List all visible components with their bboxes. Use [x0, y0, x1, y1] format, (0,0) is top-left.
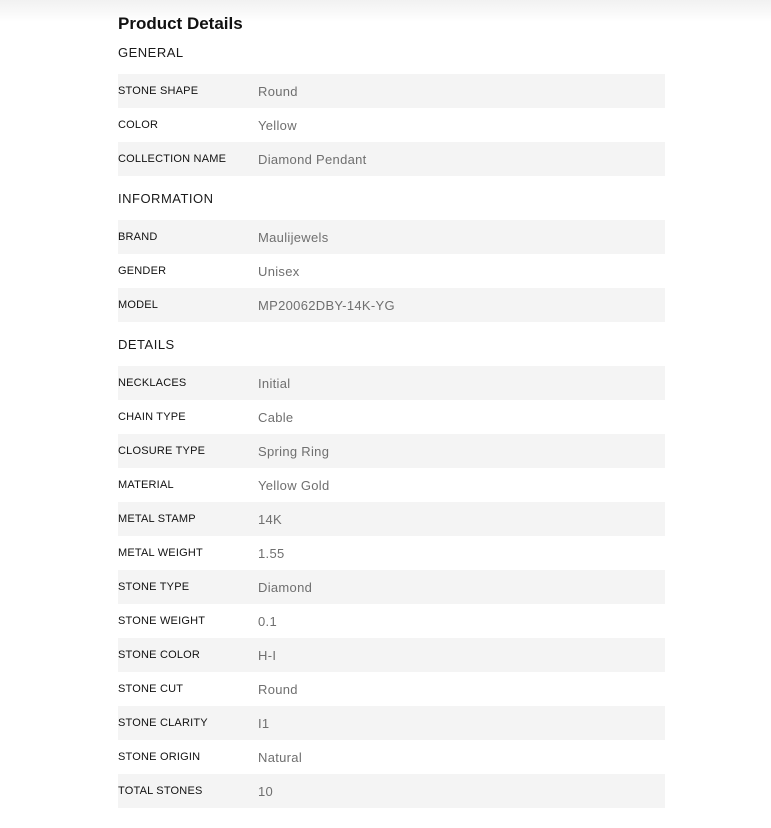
spec-label: STONE WEIGHT: [118, 615, 206, 627]
spec-value: Natural: [258, 749, 303, 765]
spec-label: STONE SHAPE: [118, 85, 199, 97]
table-row: [118, 108, 665, 142]
spec-label: BRAND: [118, 231, 158, 243]
section-title: DETAILS: [118, 337, 175, 352]
spec-label: STONE TYPE: [118, 581, 190, 593]
table-row: [118, 142, 665, 176]
spec-value: Yellow Gold: [258, 477, 330, 493]
table-row: [118, 254, 665, 288]
spec-label: STONE ORIGIN: [118, 751, 201, 763]
spec-label: STONE COLOR: [118, 649, 201, 661]
spec-value: Cable: [258, 409, 294, 425]
spec-value: Diamond Pendant: [258, 151, 367, 167]
spec-label: MATERIAL: [118, 479, 174, 491]
table-row: [118, 434, 665, 468]
spec-value: H-I: [258, 647, 277, 663]
spec-label: CHAIN TYPE: [118, 411, 186, 423]
spec-value: 1.55: [258, 545, 285, 561]
product-details-panel: [118, 0, 665, 826]
spec-value: 10: [258, 783, 274, 799]
table-row: [118, 288, 665, 322]
spec-label: CLOSURE TYPE: [118, 445, 206, 457]
table-row: [118, 536, 665, 570]
spec-label: TOTAL STONES: [118, 785, 203, 797]
spec-label: METAL WEIGHT: [118, 547, 203, 559]
spec-value: Round: [258, 83, 298, 99]
spec-label: STONE CUT: [118, 683, 184, 695]
table-row: [118, 468, 665, 502]
section-title: GENERAL: [118, 45, 184, 60]
page-title: Product Details: [118, 14, 243, 33]
table-row: [118, 400, 665, 434]
spec-value: 14K: [258, 511, 283, 527]
spec-value: 0.1: [258, 613, 277, 629]
spec-value: Spring Ring: [258, 443, 330, 459]
spec-value: Diamond: [258, 579, 313, 595]
spec-value: Maulijewels: [258, 229, 329, 245]
spec-label: STONE CLARITY: [118, 717, 208, 729]
table-row: [118, 604, 665, 638]
spec-label: MODEL: [118, 299, 159, 311]
spec-label: COLOR: [118, 119, 159, 131]
spec-value: Initial: [258, 375, 291, 391]
section-details: [118, 337, 665, 808]
spec-table: [118, 74, 665, 176]
section-information: [118, 191, 665, 322]
table-row: [118, 502, 665, 536]
section-general: [118, 45, 665, 176]
table-row: [118, 74, 665, 108]
spec-value: Round: [258, 681, 298, 697]
table-row: [118, 570, 665, 604]
table-row: [118, 220, 665, 254]
table-row: [118, 366, 665, 400]
spec-value: Yellow: [258, 117, 297, 133]
spec-label: COLLECTION NAME: [118, 153, 227, 165]
spec-label: METAL STAMP: [118, 513, 196, 525]
spec-value: MP20062DBY-14K-YG: [258, 297, 395, 313]
spec-label: GENDER: [118, 265, 167, 277]
table-row: [118, 672, 665, 706]
spec-label: NECKLACES: [118, 377, 187, 389]
table-row: [118, 740, 665, 774]
spec-table: [118, 220, 665, 322]
table-row: [118, 774, 665, 808]
section-title: INFORMATION: [118, 191, 214, 206]
table-row: [118, 706, 665, 740]
spec-value: I1: [258, 715, 270, 731]
spec-value: Unisex: [258, 263, 300, 279]
table-row: [118, 638, 665, 672]
spec-table: [118, 366, 665, 808]
